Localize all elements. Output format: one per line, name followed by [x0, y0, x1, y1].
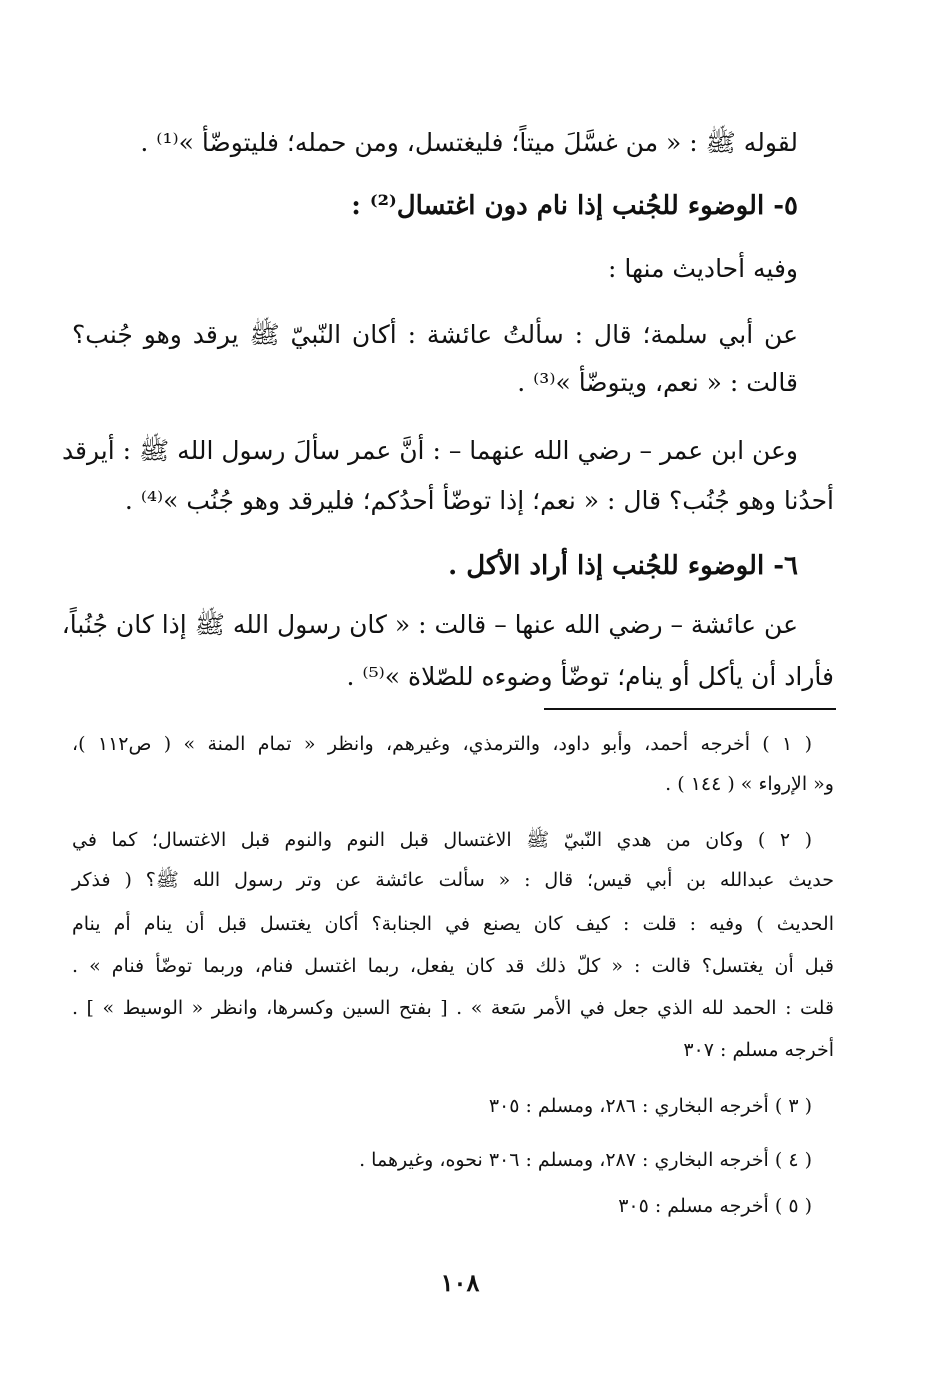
footnote-line-1: ( ١ ) أخرجه أحمد، وأبو داود، والترمذي، وغيرهم، وانظر « تمام المنة » ( ص١١٢ )،: [72, 733, 812, 755]
footnote-line-9: ( ٣ ) أخرجه البخاري : ٢٨٦، ومسلم : ٣٠٥: [488, 1095, 812, 1117]
footnote-line-6: قبل أن يغتسل؟ قالت : « كلّ ذلك قد كان يفعل، ربما اغتسل فنام، وربما توضّأ فنام » .: [72, 955, 834, 977]
footnote-line-4: حديث عبدالله بن أبي قيس؛ قال : « سألت عائشة عن وتر رسول الله ﷺ؟ ( فذكر: [72, 869, 834, 891]
page-number: ١٠٨: [440, 1268, 480, 1297]
footnote-separator: [544, 708, 836, 710]
section-heading-5: ٥- الوضوء للجُنب إذا نام دون اغتسال⁽²⁾ :: [351, 191, 798, 221]
body-line-10: فأراد أن يأكل أو ينام؛ توضّأ وضوءه للصّلاة »⁽⁵⁾ .: [346, 662, 834, 691]
footnote-line-3: ( ٢ ) وكان من هدي النّبيّ ﷺ الاغتسال قبل النوم والنوم قبل الاغتسال؛ كما في: [72, 829, 813, 851]
body-line-3: وفيه أحاديث منها :: [608, 254, 798, 283]
footnote-line-2: و« الإرواء » ( ١٤٤ ) .: [665, 773, 834, 795]
footnote-line-11: ( ٥ ) أخرجه مسلم : ٣٠٥: [618, 1195, 812, 1217]
footnote-line-8: أخرجه مسلم : ٣٠٧: [683, 1039, 834, 1061]
footnote-line-7: قلت : الحمد لله الذي جعل في الأمر سَعة » . [ بفتح السين وكسرها، وانظر « الوسيط » ] .: [72, 997, 834, 1019]
body-line-6: وعن ابن عمر – رضي الله عنهما – : أنَّ عمر سألَ رسول الله ﷺ : أيرقد: [61, 436, 798, 465]
body-line-9: عن عائشة – رضي الله عنها – قالت : « كان رسول الله ﷺ إذا كان جُنُباً،: [61, 610, 798, 639]
body-line-1: لقوله ﷺ : « من غسَّلَ ميتاً؛ فليغتسل، ومن حمله؛ فليتوضّأ »⁽¹⁾ .: [140, 128, 798, 157]
footnote-line-5: الحديث ) وفيه : قلت : كيف كان يصنع في الجنابة؟ أكان يغتسل قبل أن ينام أم ينام: [72, 913, 834, 935]
section-heading-6: ٦- الوضوء للجُنب إذا أراد الأكل .: [448, 551, 798, 581]
body-line-4: عن أبي سلمة؛ قال : سألتُ عائشة : أكان النّبيّ ﷺ يرقد وهو جُنب؟: [72, 320, 798, 349]
body-line-7: أحدُنا وهو جُنُب؟ قال : « نعم؛ إذا توضّأ أحدُكم؛ فليرقد وهو جُنُب »⁽⁴⁾ .: [124, 486, 834, 515]
body-line-5: قالت : « نعم، ويتوضّأ »⁽³⁾ .: [517, 368, 798, 397]
footnote-line-10: ( ٤ ) أخرجه البخاري : ٢٨٧، ومسلم : ٣٠٦ نحوه، وغيرهما .: [359, 1149, 812, 1171]
